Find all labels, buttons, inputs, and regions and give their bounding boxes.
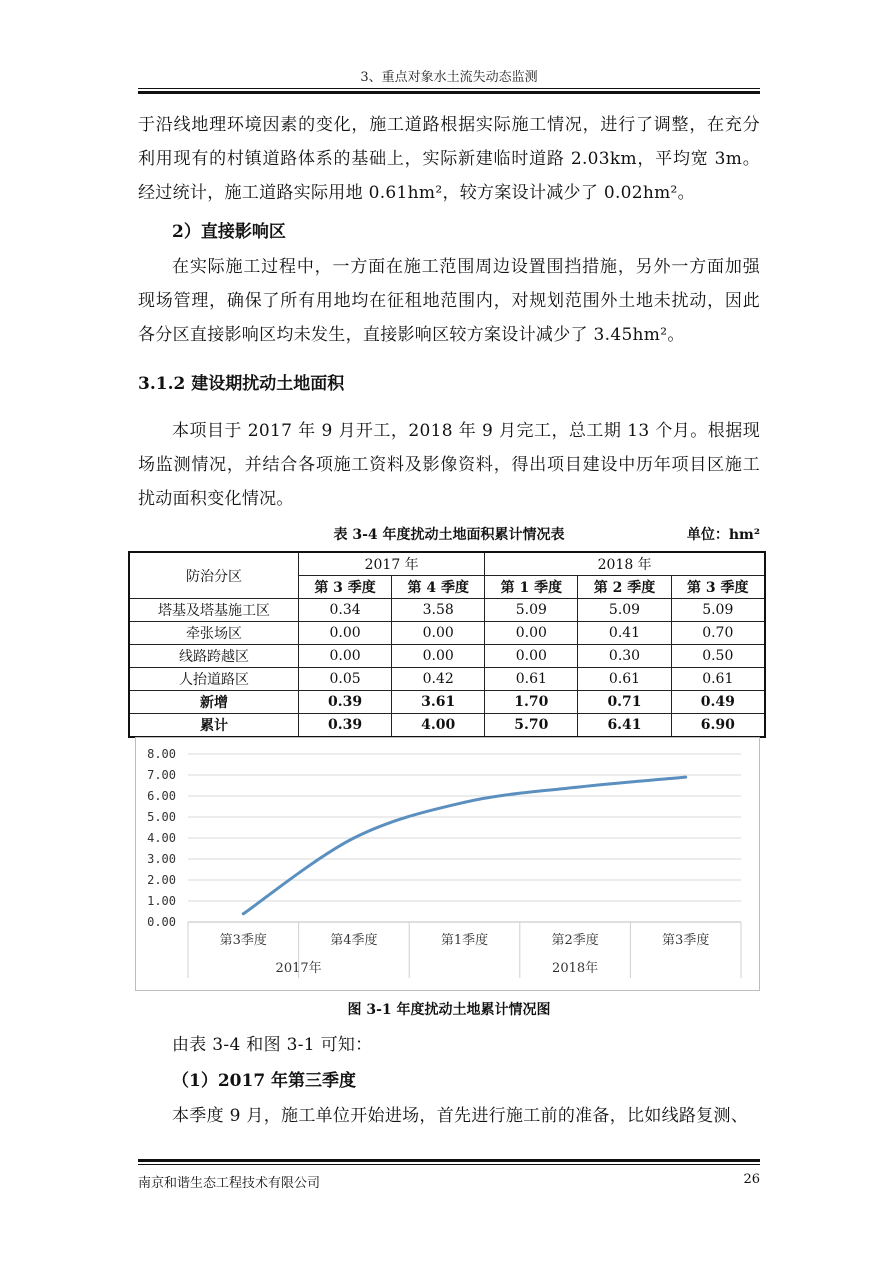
data-point — [574, 786, 577, 789]
table-cell: 0.00 — [392, 645, 485, 668]
table-cell: 3.58 — [392, 599, 485, 622]
footer-rule-thick — [138, 1159, 760, 1162]
table-cell: 0.71 — [578, 691, 671, 714]
table-header-quarter: 第 3 季度 — [671, 576, 765, 599]
chart-svg — [136, 738, 759, 990]
table-cell: 5.09 — [578, 599, 671, 622]
data-point — [352, 837, 355, 840]
table-title: 表 3-4 年度扰动土地面积累计情况表 — [333, 527, 565, 543]
table-cell: 0.34 — [299, 599, 392, 622]
y-tick-label: 8.00 — [147, 747, 176, 761]
table-header-quarter: 第 4 季度 — [392, 576, 485, 599]
table-cell: 0.00 — [485, 645, 578, 668]
table-cell: 0.00 — [392, 622, 485, 645]
table-cell: 5.70 — [485, 714, 578, 738]
y-tick-label: 1.00 — [147, 894, 176, 908]
disturbance-area-table — [128, 551, 766, 738]
x-tick-label: 第3季度 — [662, 933, 710, 948]
table-cell: 4.00 — [392, 714, 485, 738]
table-cell: 0.39 — [299, 714, 392, 738]
table-row-new — [129, 691, 765, 714]
table-cell: 0.70 — [671, 622, 765, 645]
row-label: 累计 — [129, 714, 299, 738]
row-label: 塔基及塔基施工区 — [129, 599, 299, 622]
y-tick-label: 6.00 — [147, 789, 176, 803]
row-label: 牵张场区 — [129, 622, 299, 645]
table-unit: 单位：hm² — [686, 527, 760, 543]
x-tick-label: 第4季度 — [330, 933, 378, 948]
data-point — [684, 776, 687, 779]
table-cell: 0.00 — [299, 622, 392, 645]
table-cell: 3.61 — [392, 691, 485, 714]
table-header-quarter: 第 2 季度 — [578, 576, 671, 599]
table-cell: 5.09 — [671, 599, 765, 622]
section-heading-3-1-2: 3.1.2 建设期扰动土地面积 — [138, 374, 345, 394]
table-row — [129, 668, 765, 691]
table-header-quarter: 第 3 季度 — [299, 576, 392, 599]
table-header-year-2017: 2017 年 — [299, 552, 485, 576]
paragraph-3: 本项目于 2017 年 9 月开工，2018 年 9 月完工，总工期 13 个月。根据现场监测情况，并结合各项施工资料及影像资料，得出项目建设中历年项目区施工扰动面积变化情况。 — [138, 421, 760, 509]
y-tick-label: 7.00 — [147, 768, 176, 782]
cumulative-area-chart — [135, 737, 760, 991]
table-row — [129, 622, 765, 645]
table-cell: 0.49 — [671, 691, 765, 714]
y-tick-label: 0.00 — [147, 915, 176, 929]
table-cell: 0.50 — [671, 645, 765, 668]
table-row — [129, 599, 765, 622]
table-cell: 1.70 — [485, 691, 578, 714]
table-row-cumulative — [129, 714, 765, 738]
y-tick-label: 3.00 — [147, 852, 176, 866]
series-line — [243, 777, 685, 914]
y-tick-label: 4.00 — [147, 831, 176, 845]
header-rule-thick — [138, 91, 760, 94]
x-group-label: 2017年 — [275, 961, 322, 976]
heading-direct-impact-zone: 2）直接影响区 — [172, 222, 286, 242]
row-label: 新增 — [129, 691, 299, 714]
table-cell: 0.61 — [578, 668, 671, 691]
table-caption — [138, 524, 760, 546]
table-cell: 6.41 — [578, 714, 671, 738]
paragraph-1: 于沿线地理环境因素的变化，施工道路根据实际施工情况，进行了调整，在充分利用现有的村镇道路体系的基础上，实际新建临时道路 2.03km，平均宽 3m。经过统计，施工道路实际用地 0.61hm²，较方案设计减少了 0.02hm²。 — [138, 115, 760, 203]
row-label: 人抬道路区 — [129, 668, 299, 691]
table-cell: 6.90 — [671, 714, 765, 738]
table-row — [129, 645, 765, 668]
data-point — [463, 801, 466, 804]
figure-caption: 图 3-1 年度扰动土地累计情况图 — [347, 1002, 551, 1018]
footer-rule-thin — [138, 1164, 760, 1165]
data-point — [242, 912, 245, 915]
x-tick-label: 第3季度 — [219, 933, 267, 948]
table-cell: 0.42 — [392, 668, 485, 691]
page-header: 3、重点对象水土流失动态监测 — [360, 70, 538, 85]
footer-company: 南京和谐生态工程技术有限公司 — [138, 1176, 321, 1191]
table-cell: 0.05 — [299, 668, 392, 691]
paragraph-2: 在实际施工过程中，一方面在施工范围周边设置围挡措施，另外一方面加强现场管理，确保了所有用地均在征租地范围内，对规划范围外土地未扰动，因此各分区直接影响区均未发生，直接影响区较方案设计减少了 3.45hm²。 — [138, 257, 760, 345]
table-cell: 0.00 — [299, 645, 392, 668]
x-tick-label: 第2季度 — [551, 933, 599, 948]
y-tick-label: 5.00 — [147, 810, 176, 824]
table-cell: 5.09 — [485, 599, 578, 622]
table-cell: 0.61 — [671, 668, 765, 691]
table-header-zone: 防治分区 — [129, 552, 299, 599]
table-cell: 0.00 — [485, 622, 578, 645]
table-header-year-2018: 2018 年 — [485, 552, 765, 576]
table-cell: 0.61 — [485, 668, 578, 691]
heading-2017-q3: （1）2017 年第三季度 — [172, 1071, 357, 1091]
table-cell: 0.30 — [578, 645, 671, 668]
y-tick-label: 2.00 — [147, 873, 176, 887]
paragraph-5: 本季度 9 月，施工单位开始进场，首先进行施工前的准备，比如线路复测、 — [172, 1106, 749, 1126]
table-cell: 0.41 — [578, 622, 671, 645]
header-rule-thin — [138, 88, 760, 89]
page-number: 26 — [743, 1172, 760, 1187]
row-label: 线路跨越区 — [129, 645, 299, 668]
table-header-quarter: 第 1 季度 — [485, 576, 578, 599]
x-group-label: 2018年 — [552, 961, 599, 976]
x-tick-label: 第1季度 — [440, 933, 489, 948]
paragraph-4: 由表 3-4 和图 3-1 可知： — [172, 1035, 373, 1055]
table-cell: 0.39 — [299, 691, 392, 714]
